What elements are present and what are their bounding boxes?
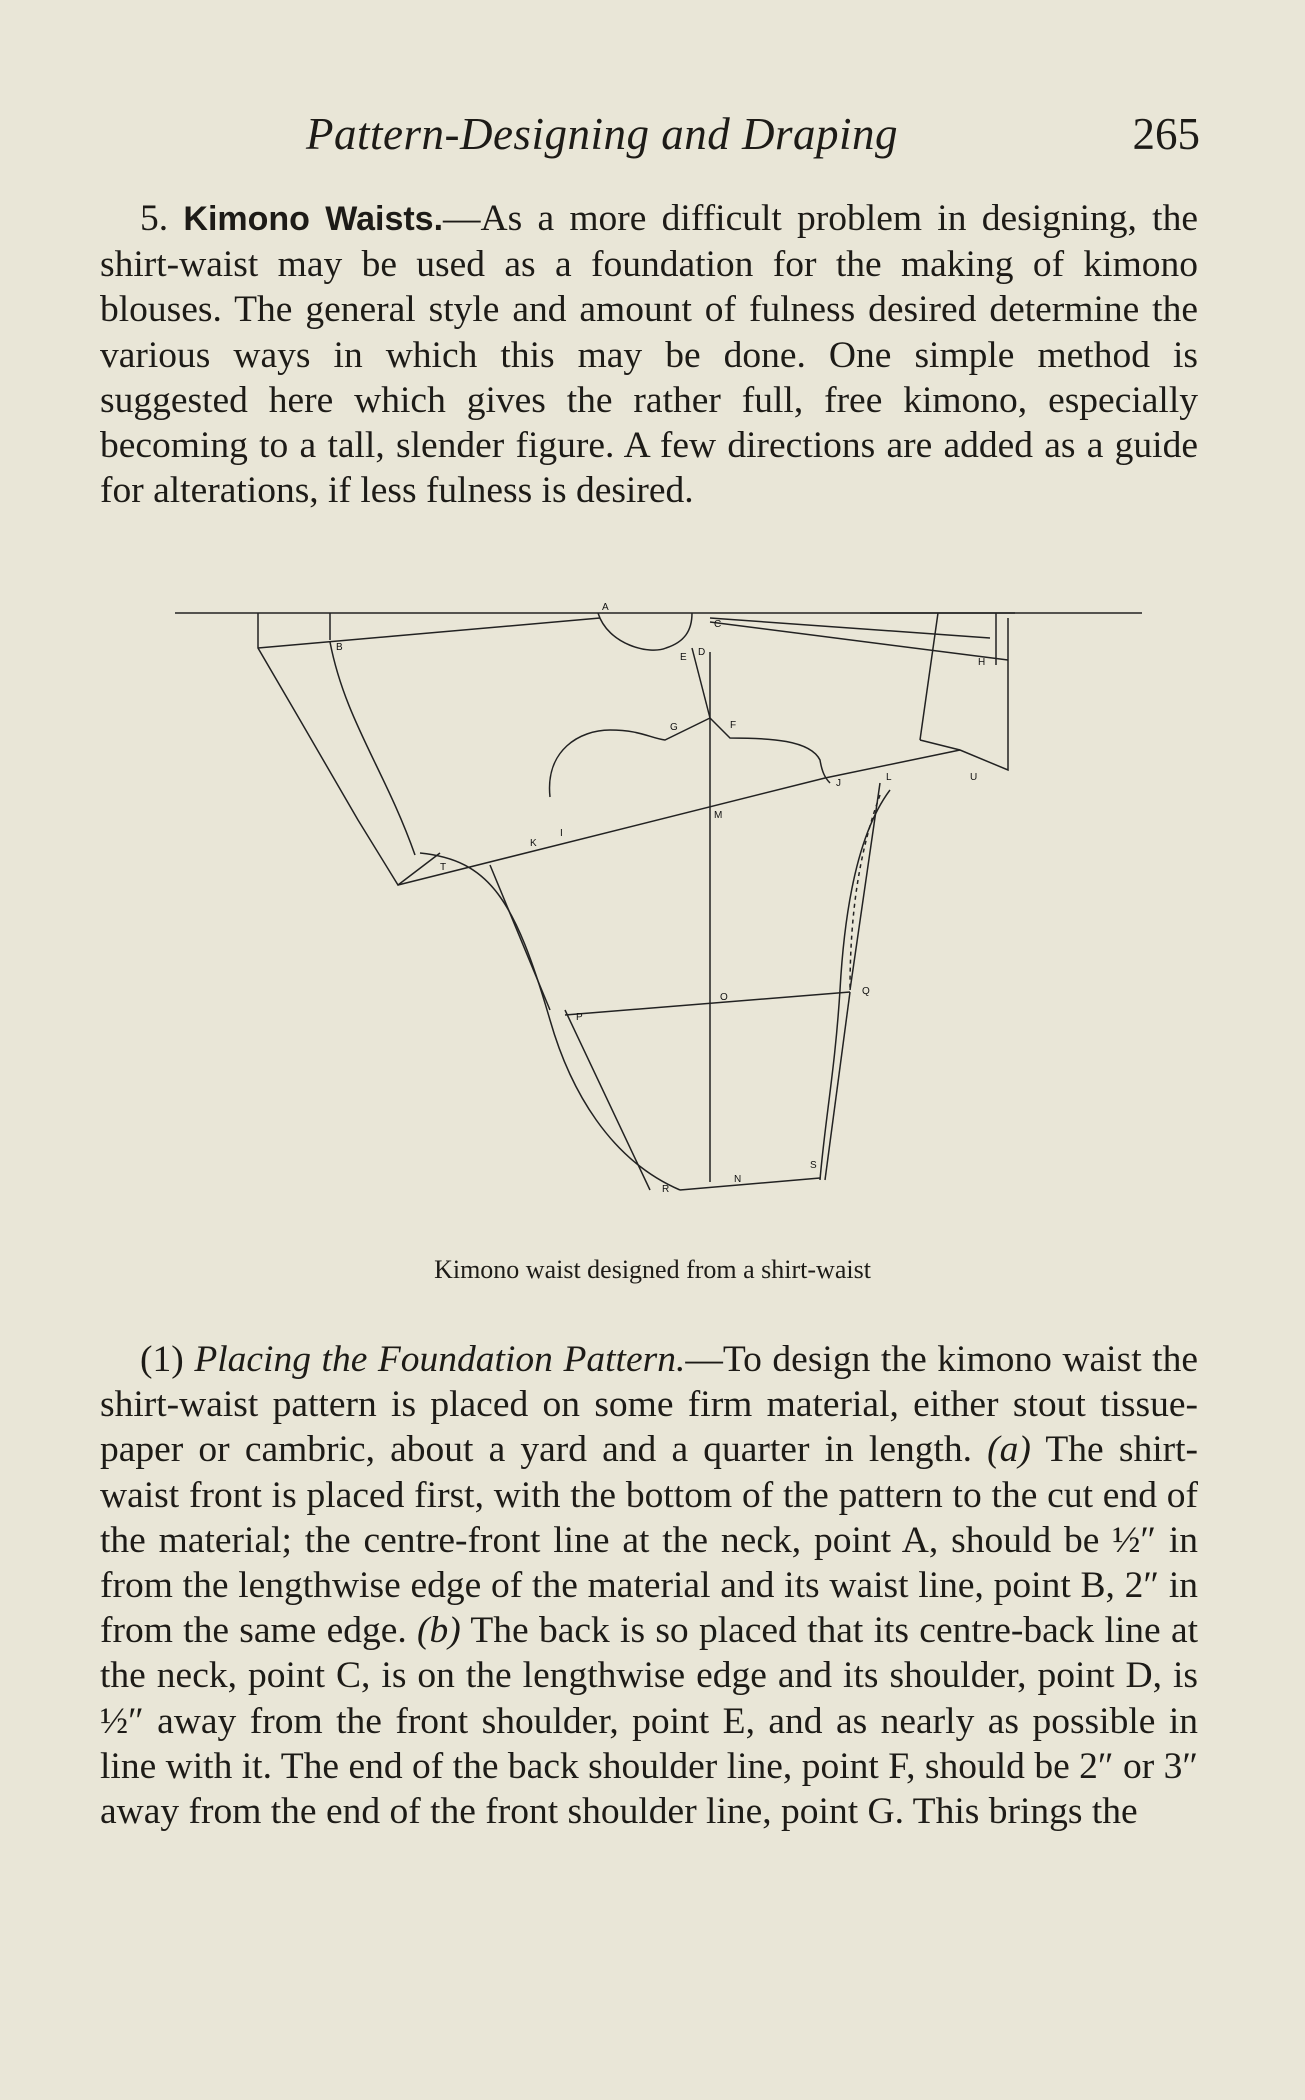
front-shoulder-seam — [692, 648, 710, 718]
point-label-b: B — [336, 642, 343, 653]
subsection-heading: Placing the Foundation Pattern. — [194, 1339, 686, 1380]
point-label-g: G — [670, 722, 678, 733]
guide-line-jl — [825, 750, 960, 778]
point-label-i: I — [560, 828, 563, 839]
point-label-d: D — [698, 647, 706, 658]
right-side-seam — [820, 790, 890, 1180]
figure-caption: Kimono waist designed from a shirt-waist — [434, 1255, 871, 1284]
pattern-diagram — [170, 600, 1150, 1240]
paragraph-kimono-waists — [100, 196, 1198, 513]
front-armhole-curve — [330, 642, 415, 855]
point-label-m: M — [714, 810, 723, 821]
point-label-s: S — [810, 1160, 817, 1171]
sleeve-edge — [920, 618, 1008, 770]
point-label-r: R — [662, 1184, 670, 1195]
back-side-line — [920, 613, 938, 740]
point-label-j: J — [836, 778, 841, 789]
subsection-body-2: The shirt-waist front is placed first, with the bottom of the pattern to the cut end of the material; the centre-front line at the neck, point A, should be ½″ in from the lengthwise edge of the material and its waist line, point B, 2″ in from the same edge. — [100, 1429, 1199, 1652]
point-label-e: E — [680, 652, 687, 663]
page-number: 265 — [1132, 109, 1200, 159]
point-label-l: L — [886, 772, 892, 783]
point-label-p: P — [576, 1012, 583, 1023]
point-label-a: A — [602, 602, 609, 613]
back-shoulder-line — [710, 622, 1008, 660]
guide-line-ki — [398, 778, 825, 885]
point-label-u: U — [970, 772, 978, 783]
point-label-o: O — [720, 992, 728, 1003]
subsection-body-3: The back is so placed that its centre-back line at the neck, point C, is on the lengthwise edge and its shoulder, point D, is ½″ away from the front shoulder, point E, and as nearly as possible in line with it. The end of the back shoulder line, point F, should be 2″ or 3″ away from the end of the front shoulder line, point G. This brings the — [100, 1610, 1199, 1833]
hem-line — [680, 1178, 820, 1190]
section-body: —As a more difficult problem in designing, the shirt-waist may be used as a foundation for the making of kimono blouses. The general style and amount of fulness desired determine the various ways in which this may be done. One simple method is suggested here which gives the rather full, free kimono, especially becoming to a tall, slender figure. A few directions are added as a guide for alterations, if less fulness is desired. — [100, 198, 1198, 512]
point-label-f: F — [730, 720, 737, 731]
left-side-seam — [420, 853, 680, 1190]
running-head — [100, 108, 1200, 168]
point-label-h: H — [978, 657, 986, 668]
front-shoulder-left — [258, 618, 600, 648]
waist-line-po — [565, 992, 850, 1015]
section-number: 5. — [140, 198, 169, 239]
point-label-q: Q — [862, 986, 870, 997]
left-lower-seam — [565, 1010, 650, 1190]
subsection-number: (1) — [140, 1339, 184, 1380]
paragraph-placing-foundation — [100, 1337, 1198, 1834]
point-label-n: N — [734, 1174, 742, 1185]
neck-curve — [598, 613, 692, 650]
subsection-body-1: —To design the kimono waist the shirt-waist pattern is placed on some firm material, either stout tissue-paper or cambric, about a yard and a quarter in length. — [100, 1339, 1198, 1471]
pattern-diagram-svg — [170, 600, 1150, 1240]
left-guide — [490, 865, 550, 1010]
point-label-k: K — [530, 838, 537, 849]
step-a-marker: (a) — [987, 1429, 1031, 1471]
armhole-outline — [550, 718, 830, 797]
running-title: Pattern-Designing and Draping — [306, 109, 898, 159]
section-heading: Kimono Waists. — [183, 200, 444, 238]
front-side-outline — [258, 613, 440, 885]
step-b-marker: (b) — [417, 1610, 461, 1652]
point-label-c: C — [714, 619, 722, 630]
point-label-t: T — [440, 862, 447, 873]
right-guide — [850, 783, 880, 990]
